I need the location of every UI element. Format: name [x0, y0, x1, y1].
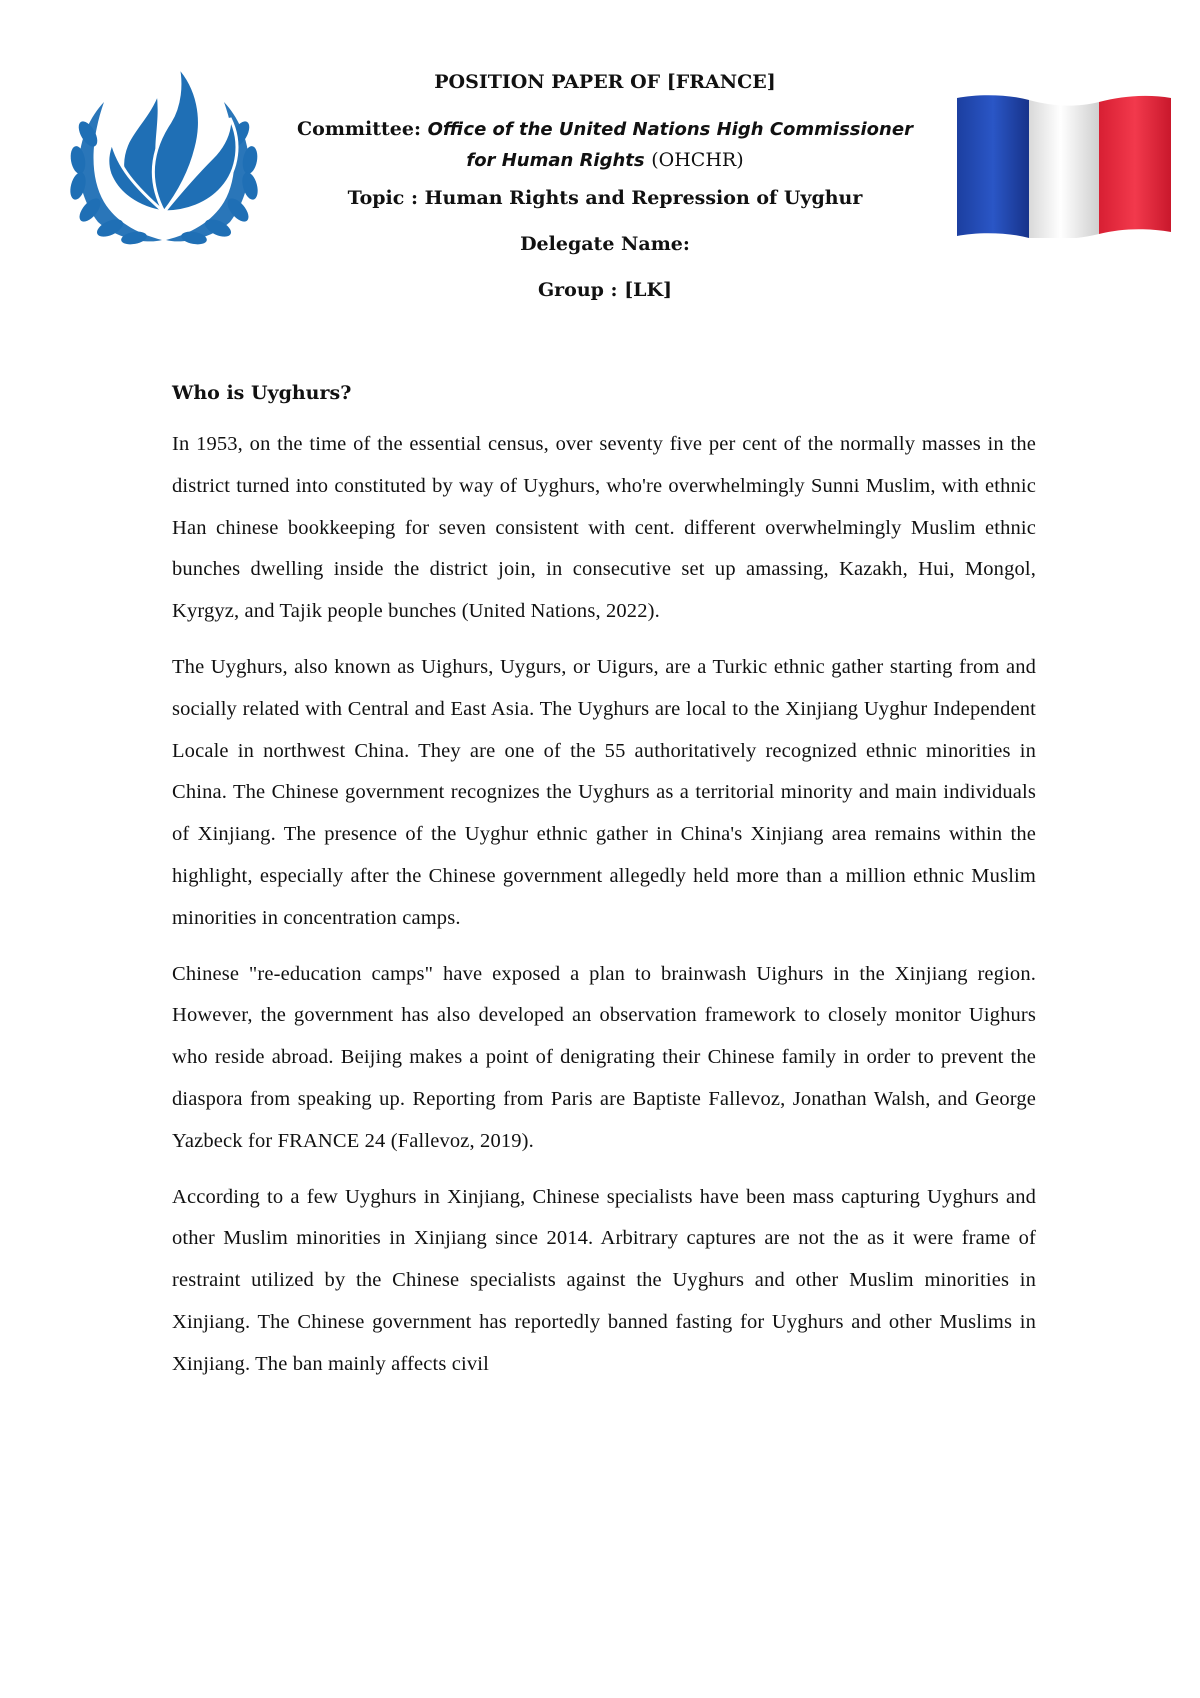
topic-line: Topic : Human Rights and Repression of Uyghur: [347, 187, 863, 209]
committee-abbr: (OHCHR): [651, 149, 744, 171]
document-header: [285, 70, 925, 302]
section-heading: Who is Uyghurs?: [172, 382, 352, 404]
delegate-line: Delegate Name:: [520, 233, 690, 255]
document-body: [172, 380, 1036, 1400]
un-human-rights-emblem-icon: [58, 62, 270, 252]
page-title: POSITION PAPER OF [FRANCE]: [434, 71, 776, 93]
france-flag-icon: [957, 94, 1171, 238]
committee-name: Office of the United Nations High Commissioner for Human Rights: [427, 119, 913, 171]
paragraph-3: Chinese "re-education camps" have exposed a plan to brainwash Uighurs in the Xinjiang region. However, the government has also developed an observation framework to closely monitor Uighurs who reside abroad. Beijing makes a point of denigrating their Chinese family in order to prevent the diaspora from speaking up. Reporting from Paris are Baptiste Fallevoz, Jonathan Walsh, and George Yazbeck for FRANCE 24 (Fallevoz, 2019).: [172, 962, 1036, 1152]
paragraph-2: The Uyghurs, also known as Uighurs, Uygurs, or Uigurs, are a Turkic ethnic gather starting from and socially related with Central and East Asia. The Uyghurs are local to the Xinjiang Uyghur Independent Locale in northwest China. They are one of the 55 authoritatively recognized ethnic minorities in China. The Chinese government recognizes the Uyghurs as a territorial minority and main individuals of Xinjiang. The presence of the Uyghur ethnic gather in China's Xinjiang area remains within the highlight, especially after the Chinese government allegedly held more than a million ethnic Muslim minorities in concentration camps.: [172, 655, 1036, 929]
paragraph-4: According to a few Uyghurs in Xinjiang, Chinese specialists have been mass capturing Uyghurs and other Muslim minorities in Xinjiang since 2014. Arbitrary captures are not the as it were frame of restraint utilized by the Chinese specialists against the Uyghurs and other Muslim minorities in Xinjiang. The Chinese government has reportedly banned fasting for Uyghurs and other Muslims in Xinjiang. The ban mainly affects civil: [172, 1185, 1036, 1375]
committee-label: Committee:: [297, 118, 421, 140]
paragraph-1: In 1953, on the time of the essential census, over seventy five per cent of the normally masses in the district turned into constituted by way of Uyghurs, who're overwhelmingly Sunni Muslim, with ethnic Han chinese bookkeeping for seven consistent with cent. different overwhelmingly Muslim ethnic bunches dwelling inside the district join, in consecutive set up amassing, Kazakh, Hui, Mongol, Kyrgyz, and Tajik people bunches (United Nations, 2022).: [172, 433, 1036, 623]
group-line: Group : [LK]: [537, 279, 673, 301]
committee-line: [285, 114, 925, 176]
